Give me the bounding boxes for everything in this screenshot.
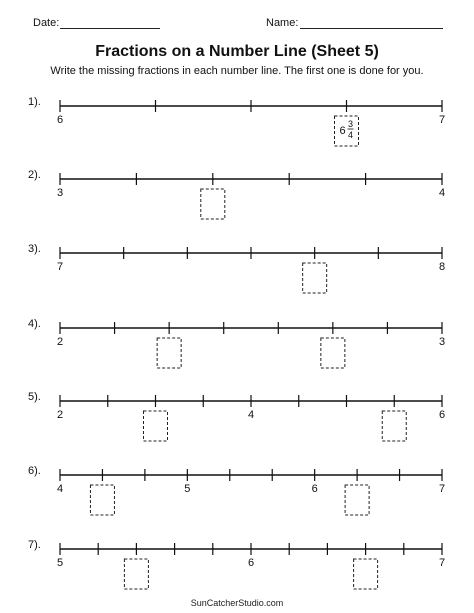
worksheet-title: Fractions on a Number Line (Sheet 5) — [95, 43, 379, 60]
problem-label: 7). — [28, 539, 41, 551]
answer-box[interactable] — [201, 189, 225, 219]
example-whole: 6 — [339, 125, 346, 137]
answer-box[interactable] — [335, 116, 359, 146]
tick-label: 5 — [184, 483, 191, 495]
tick-label: 7 — [438, 114, 446, 126]
date-label: Date: — [33, 17, 60, 29]
example-denominator: 4 — [347, 130, 354, 140]
name-label: Name: — [266, 17, 299, 29]
problem-label: 2). — [28, 169, 41, 181]
problem-label: 1). — [28, 96, 41, 108]
tick-label: 6 — [311, 483, 318, 495]
tick-label: 2 — [56, 409, 64, 421]
footer-credit: SunCatcherStudio.com — [190, 598, 284, 608]
answer-box[interactable] — [303, 263, 327, 293]
tick-label: 2 — [56, 336, 64, 348]
tick-label: 6 — [438, 409, 446, 421]
tick-label: 4 — [438, 187, 446, 199]
answer-box[interactable] — [345, 485, 369, 515]
tick-label: 7 — [438, 483, 446, 495]
problem-label: 3). — [28, 243, 41, 255]
tick-label: 4 — [247, 409, 255, 421]
answer-box[interactable] — [90, 485, 114, 515]
problem-label: 6). — [28, 465, 41, 477]
tick-label: 7 — [438, 557, 446, 569]
problem-label: 5). — [28, 391, 41, 403]
answer-box[interactable] — [321, 338, 345, 368]
tick-label: 5 — [56, 557, 64, 569]
answer-box[interactable] — [144, 411, 168, 441]
tick-label: 3 — [56, 187, 64, 199]
tick-label: 6 — [247, 557, 255, 569]
tick-label: 8 — [438, 261, 446, 273]
tick-label: 4 — [56, 483, 64, 495]
problem-label: 4). — [28, 318, 41, 330]
answer-box[interactable] — [382, 411, 406, 441]
tick-label: 3 — [438, 336, 446, 348]
example-numerator: 3 — [347, 119, 354, 129]
tick-label: 6 — [56, 114, 64, 126]
answer-box[interactable] — [124, 559, 148, 589]
answer-box[interactable] — [354, 559, 378, 589]
answer-box[interactable] — [157, 338, 181, 368]
tick-label: 7 — [56, 261, 64, 273]
instructions: Write the missing fractions in each number line. The first one is done for you. — [50, 65, 424, 77]
